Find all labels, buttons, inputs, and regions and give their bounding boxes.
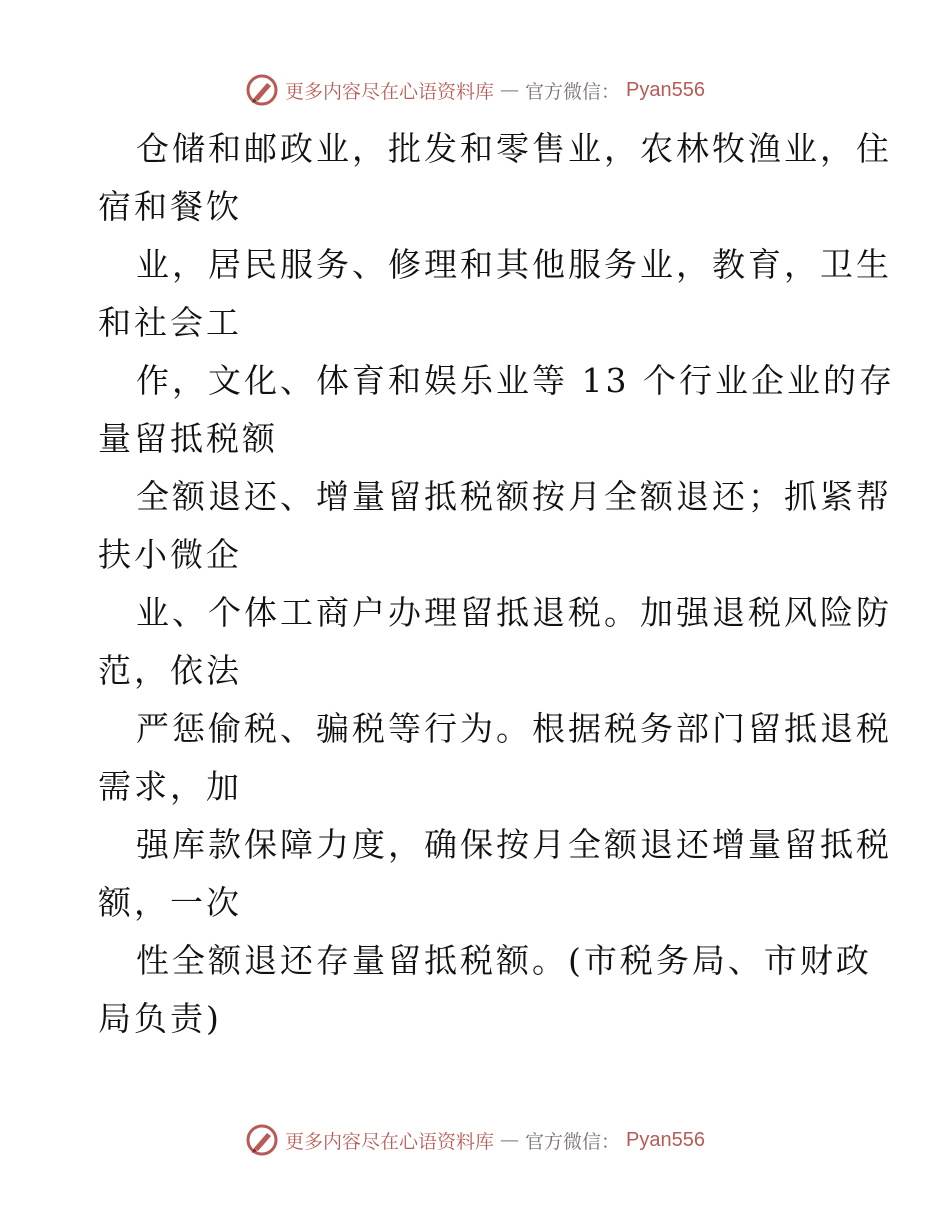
document-body [98,120,895,1048]
text-line: 宿和餐饮 [98,187,242,226]
header-separator: — [500,79,520,101]
text-line: 严惩偷税、骗税等行为。根据税务部门留抵退税 [136,709,892,748]
footer-banner-content [245,1123,705,1157]
header-banner-content [245,73,705,107]
footer-wechat-label: 官方微信： [525,1130,621,1153]
text-line: 局负责) [98,999,222,1038]
text-line: 作，文化、体育和娱乐业等 13 个行业企业的存 [136,361,895,400]
text-line: 业、个体工商户办理留抵退税。加强退税风险防 [136,593,892,632]
header-site-text: 更多内容尽在心语资料库 [285,80,495,103]
header-wechat-label: 官方微信： [525,80,621,103]
text-line: 需求，加 [98,767,242,806]
text-line: 全额退还、增量留抵税额按月全额退还；抓紧帮 [136,477,892,516]
text-line: 范，依法 [98,651,242,690]
text-line: 强库款保障力度，确保按月全额退还增量留抵税 [136,825,892,864]
pen-circle-logo-icon [245,73,279,107]
text-line: 扶小微企 [98,535,242,574]
text-line: 量留抵税额 [98,419,278,458]
footer-site-text: 更多内容尽在心语资料库 [285,1130,495,1153]
footer-wechat-id: Pyan556 [626,1128,705,1151]
footer-separator: — [500,1129,520,1151]
text-line: 仓储和邮政业，批发和零售业，农林牧渔业，住 [136,129,892,168]
footer-banner [0,1120,950,1160]
header-banner [0,70,950,110]
text-line: 和社会工 [98,303,242,342]
text-line: 业，居民服务、修理和其他服务业，教育，卫生 [136,245,892,284]
pen-circle-logo-icon [245,1123,279,1157]
header-wechat-id: Pyan556 [626,78,705,101]
text-line: 额，一次 [98,883,242,922]
text-line: 性全额退还存量留抵税额。(市税务局、市财政 [136,941,872,980]
